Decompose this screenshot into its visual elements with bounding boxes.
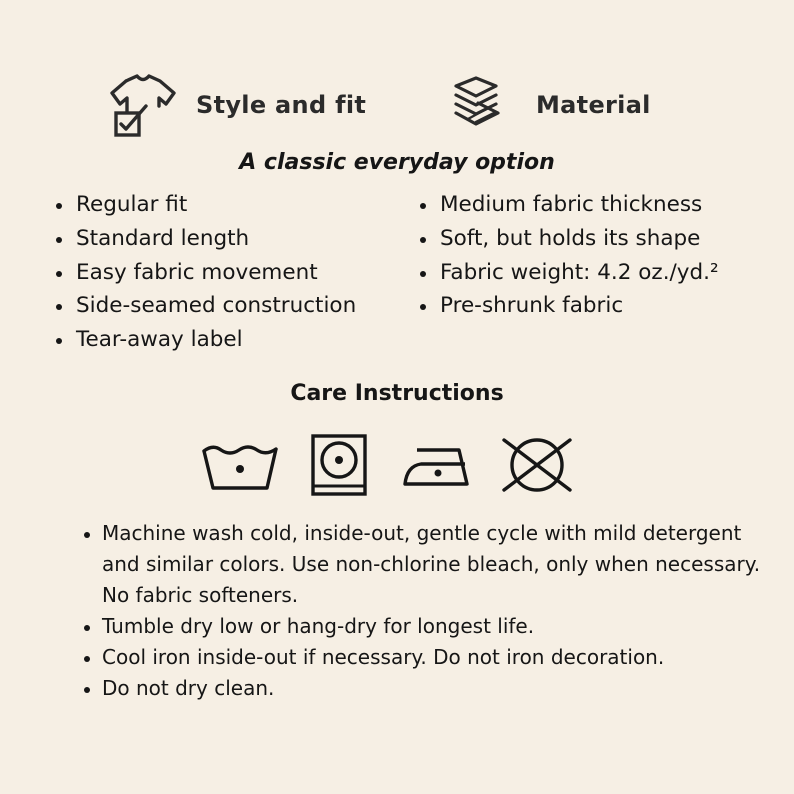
- style-fit-heading: [104, 72, 366, 138]
- list-item: Cool iron inside-out if necessary. Do not iron decoration.: [82, 642, 762, 673]
- list-item: Fabric weight: 4.2 oz./yd.²: [418, 256, 719, 290]
- care-title: Care Instructions: [290, 381, 504, 406]
- list-item: Easy fabric movement: [54, 256, 418, 290]
- material-label: Material: [536, 91, 651, 119]
- list-item: Machine wash cold, inside-out, gentle cycle with mild detergent and similar colors. Use non-chlorine bleach, only when necessary. No fabric softeners.: [82, 518, 762, 611]
- feature-lists: [54, 188, 764, 357]
- do-not-dry-clean-icon: [499, 432, 575, 498]
- list-item: Standard length: [54, 222, 418, 256]
- style-fit-label: Style and fit: [196, 91, 367, 119]
- list-item: Tear-away label: [54, 323, 418, 357]
- wash-cold-icon: [201, 432, 279, 498]
- list-item: Tumble dry low or hang-dry for longest life.: [82, 611, 762, 642]
- tshirt-check-icon: [104, 72, 182, 138]
- list-item: Regular fit: [54, 188, 418, 222]
- feature-header: [0, 72, 794, 142]
- style-fit-list: [54, 188, 418, 357]
- layers-icon: [446, 72, 524, 138]
- list-item: Medium fabric thickness: [418, 188, 719, 222]
- material-list: [418, 188, 719, 357]
- list-item: Soft, but holds its shape: [418, 222, 719, 256]
- list-item: Side-seamed construction: [54, 289, 418, 323]
- tumble-dry-low-icon: [310, 432, 368, 498]
- tagline: A classic everyday option: [239, 150, 555, 175]
- care-icons: [0, 432, 794, 502]
- material-heading: [446, 72, 651, 138]
- iron-low-icon: [401, 432, 477, 498]
- list-item: Do not dry clean.: [82, 673, 762, 704]
- care-instructions-list: [82, 518, 762, 704]
- list-item: Pre-shrunk fabric: [418, 289, 719, 323]
